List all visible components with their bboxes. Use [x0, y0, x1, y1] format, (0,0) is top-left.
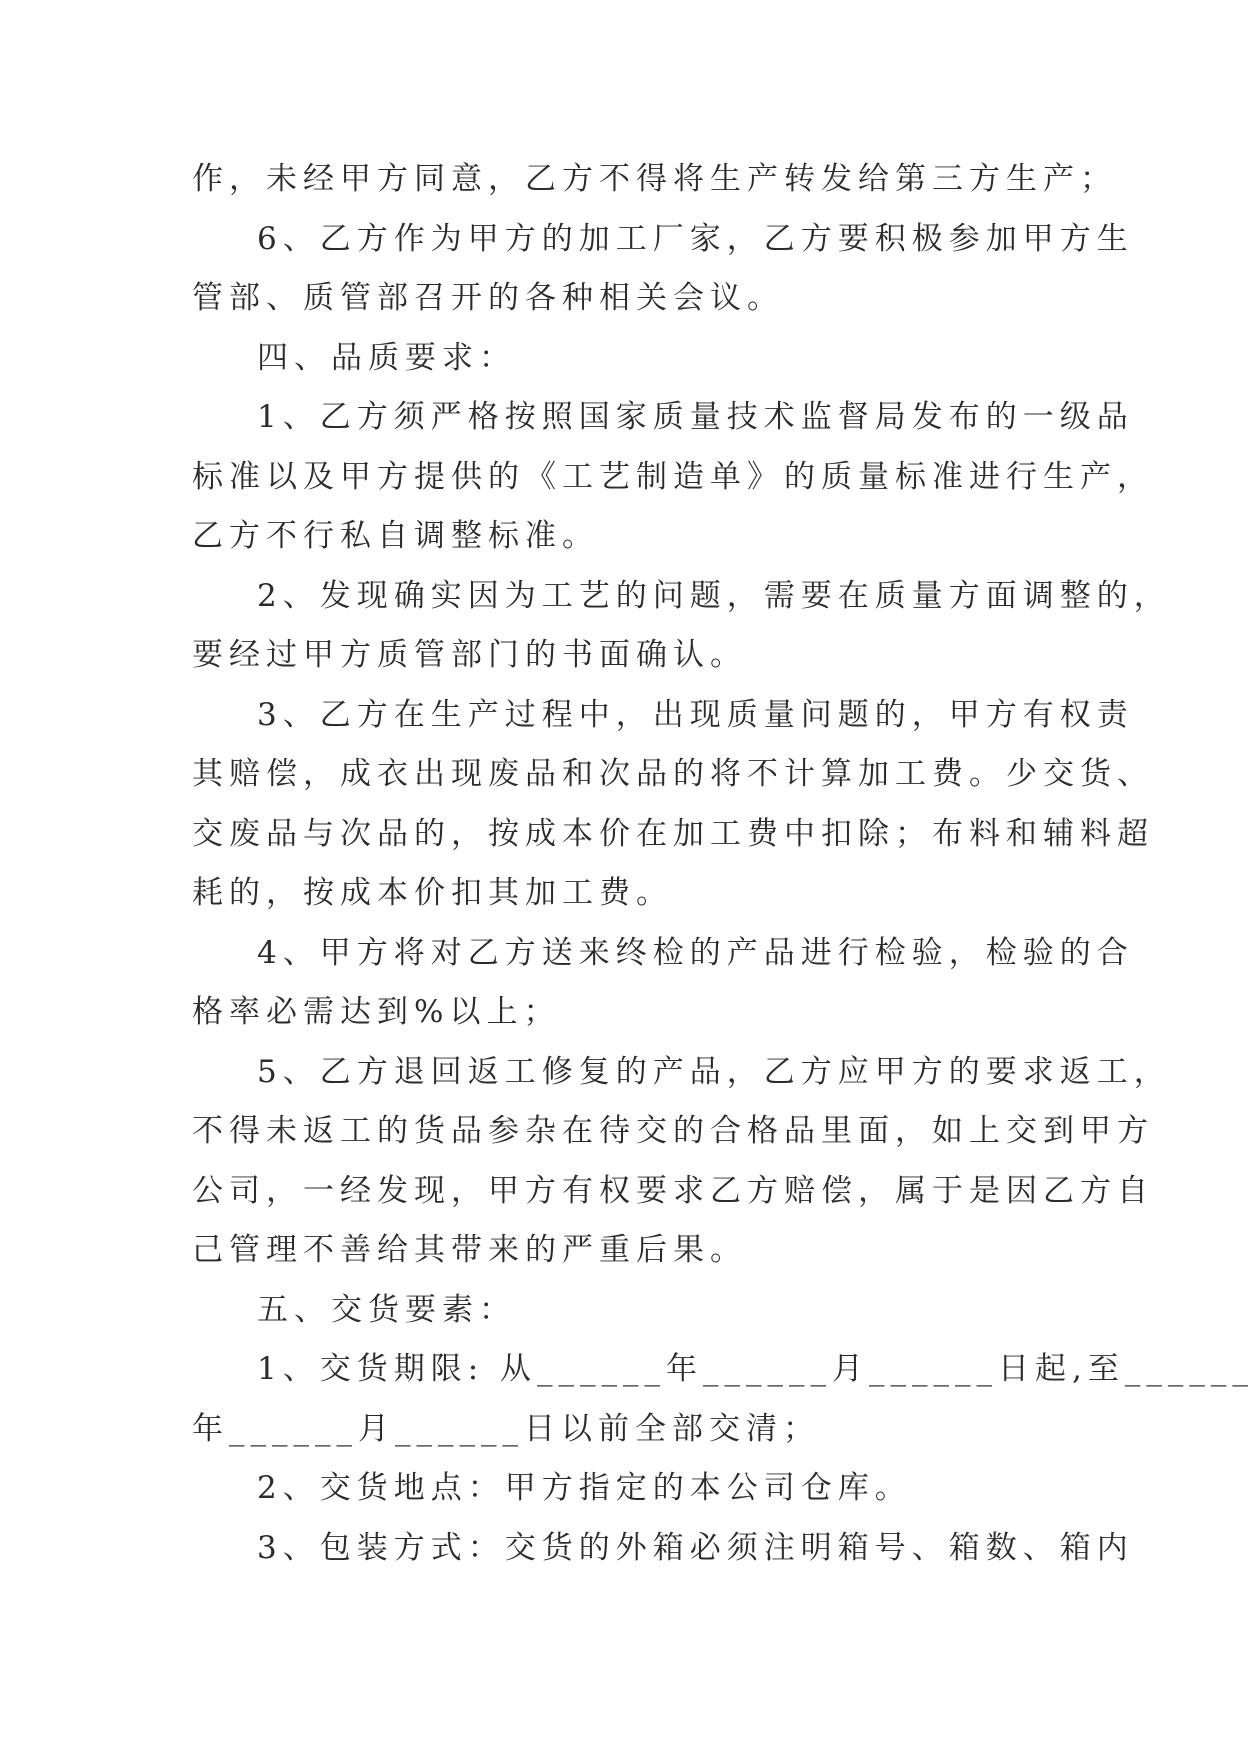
text-line: 标准以及甲方提供的《工艺制造单》的质量标准进行生产，	[192, 458, 1154, 495]
text-line: 4、甲方将对乙方送来终检的产品进行检验，检验的合	[257, 934, 1134, 971]
text-line: 3、乙方在生产过程中，出现质量问题的，甲方有权责	[257, 696, 1134, 733]
text-line: 要经过甲方质管部门的书面确认。	[192, 637, 747, 673]
text-line: 交废品与次品的，按成本价在加工费中扣除；布料和辅料超	[192, 815, 1154, 852]
text-line: 1、乙方须严格按照国家质量技术监督局发布的一级品	[257, 399, 1134, 435]
text-line: 6、乙方作为甲方的加工厂家，乙方要积极参加甲方生	[257, 220, 1134, 257]
text-line: 3、包装方式：交货的外箱必须注明箱号、箱数、箱内	[257, 1529, 1134, 1566]
text-line: 1、交货期限: 从______年______月______日起,至______	[257, 1351, 1254, 1387]
text-line: 2、交货地点：甲方指定的本公司仓库。	[257, 1470, 912, 1506]
text-line: 作，未经甲方同意，乙方不得将生产转发给第三方生产；	[192, 161, 1117, 197]
text-line: 管部、质管部召开的各种相关会议。	[192, 280, 784, 316]
text-line: 格率必需达到%以上；	[192, 994, 561, 1030]
text-line: 耗的，按成本价扣其加工费。	[192, 875, 673, 911]
text-line: 己管理不善给其带来的严重后果。	[192, 1232, 747, 1268]
text-line: 5、乙方退回返工修复的产品，乙方应甲方的要求返工，	[257, 1053, 1171, 1090]
contract-text-body	[192, 160, 1254, 1588]
section-heading-delivery: 五、交货要素：	[257, 1291, 516, 1328]
text-line: 其赔偿，成衣出现废品和次品的将不计算加工费。少交货、	[192, 756, 1154, 792]
section-heading-quality: 四、品质要求：	[257, 339, 516, 376]
text-line: 2、发现确实因为工艺的问题，需要在质量方面调整的，	[257, 577, 1171, 614]
text-line: 公司，一经发现，甲方有权要求乙方赔偿，属于是因乙方自	[192, 1172, 1154, 1209]
text-line: 乙方不行私自调整标准。	[192, 518, 599, 554]
text-line: 年______月______日以前全部交清；	[192, 1410, 820, 1447]
text-line: 不得未返工的货品参杂在待交的合格品里面，如上交到甲方	[192, 1113, 1154, 1149]
